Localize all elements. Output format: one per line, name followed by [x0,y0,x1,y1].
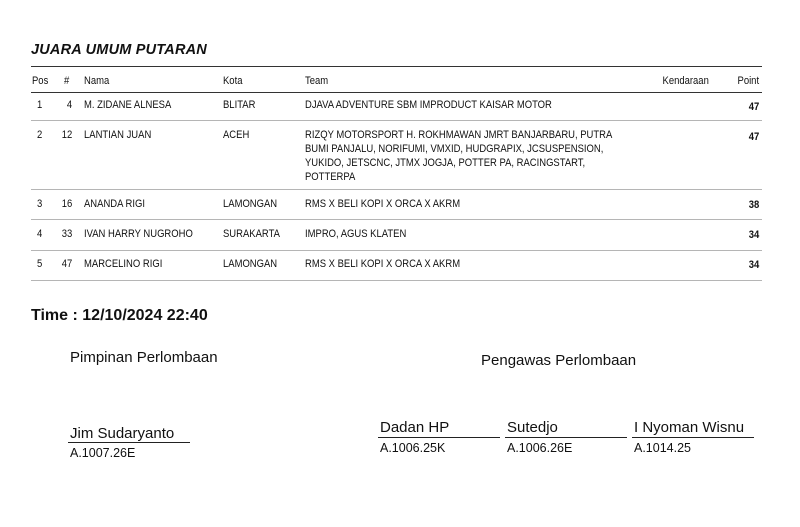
header-city: Kota [223,75,243,87]
signature-line [378,437,500,438]
row-name: LANTIAN JUAN [84,129,152,141]
row-city: ACEH [223,129,250,141]
header-num: # [64,75,70,87]
row-name: IVAN HARRY NUGROHO [84,228,193,240]
header-pos: Pos [32,75,49,87]
row-team: RMS X BELI KOPI X ORCA X AKRM [305,258,461,270]
row-name: M. ZIDANE ALNESA [84,99,172,111]
license-code: A.1006.25K [380,441,446,455]
header-point: Point [737,75,759,87]
row-num: 16 [61,198,72,210]
signatory-name: Dadan HP [380,419,450,436]
row-pos: 3 [37,198,43,210]
row-name: MARCELINO RIGI [84,258,163,270]
row-divider [31,250,762,251]
signatory-name: I Nyoman Wisnu [634,419,745,436]
table-header-rule [31,92,762,93]
license-code: A.1007.26E [70,446,136,460]
document-title: JUARA UMUM PUTARAN [31,42,207,58]
row-city: BLITAR [223,99,256,111]
row-team: RIZQY MOTORSPORT H. ROKHMAWAN JMRT BANJARBARU, PUTRA BUMI PANJALU, NORIFUMI, VMXID, HUDGRAPIX, JCSUSPENSION, YUKIDO, JETSCNC, JTMX JOGJA, POTTER PA, RACINGSTART, POTTERPA [305,129,612,183]
row-point: 34 [748,229,759,241]
row-pos: 5 [37,258,43,270]
signature-line [632,437,754,438]
row-num: 33 [61,228,72,240]
row-pos: 1 [37,99,43,111]
row-num: 4 [66,99,72,111]
license-code: A.1006.26E [507,441,573,455]
row-city: LAMONGAN [223,258,278,270]
table-top-rule [31,66,762,67]
row-num: 47 [61,258,72,270]
row-city: LAMONGAN [223,198,278,210]
row-point: 47 [748,101,759,113]
timestamp: Time : 12/10/2024 22:40 [31,307,208,324]
row-pos: 4 [37,228,43,240]
table-bottom-rule [31,280,762,281]
row-team: DJAVA ADVENTURE SBM IMPRODUCT KAISAR MOTOR [305,99,552,111]
row-pos: 2 [37,129,43,141]
row-divider [31,189,762,190]
signatory-name: Sutedjo [507,419,558,436]
row-num: 12 [61,129,72,141]
signatory-name: Jim Sudaryanto [70,425,175,442]
header-vehicle: Kendaraan [662,75,709,87]
row-point: 34 [748,259,759,271]
row-name: ANANDA RIGI [84,198,145,210]
header-name: Nama [84,75,110,87]
left-signature-title: Pimpinan Perlombaan [70,349,218,366]
row-divider [31,120,762,121]
row-point: 38 [748,199,759,211]
row-divider [31,219,762,220]
row-city: SURAKARTA [223,228,280,240]
signature-line [68,442,190,443]
signature-line [505,437,627,438]
header-team: Team [305,75,329,87]
row-team: RMS X BELI KOPI X ORCA X AKRM [305,198,461,210]
right-signature-title: Pengawas Perlombaan [481,352,637,369]
row-team: IMPRO, AGUS KLATEN [305,228,407,240]
license-code: A.1014.25 [634,441,691,455]
row-point: 47 [748,131,759,143]
